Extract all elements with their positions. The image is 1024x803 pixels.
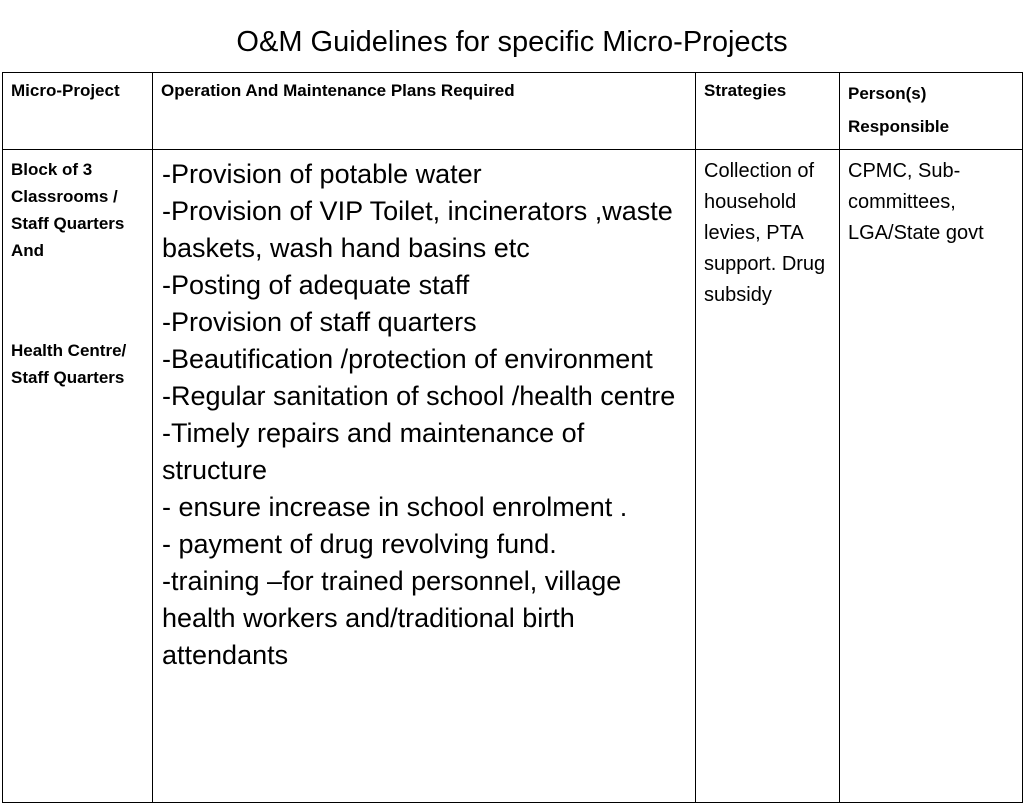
plan-item: -Posting of adequate staff (162, 270, 470, 300)
header-strategies: Strategies (696, 73, 840, 150)
plan-item: - payment of drug revolving fund. (162, 529, 557, 559)
plan-item: -Provision of potable water (162, 159, 482, 189)
plans-cell (153, 150, 696, 803)
plan-item: -Regular sanitation of school /health centre (162, 381, 676, 411)
table-row (3, 150, 1023, 803)
micro-project-line: Health Centre/ Staff Quarters (11, 341, 127, 387)
header-plans: Operation And Maintenance Plans Required (153, 73, 696, 150)
plan-item: -Beautification /protection of environment (162, 344, 653, 374)
plan-item: - ensure increase in school enrolment . (162, 492, 628, 522)
micro-project-line: Block of 3 Classrooms / Staff Quarters And (11, 160, 125, 260)
header-row (3, 73, 1023, 150)
plan-item: -Provision of VIP Toilet, incinerators ,waste baskets, wash hand basins etc (162, 196, 673, 263)
slide-title: O&M Guidelines for specific Micro-Projects (236, 26, 788, 58)
plan-item: -Provision of staff quarters (162, 307, 477, 337)
strategies-cell: Collection of household levies, PTA support. Drug subsidy (696, 150, 840, 803)
persons-responsible-cell: CPMC, Sub-committees, LGA/State govt (840, 150, 1023, 803)
header-micro-project: Micro-Project (3, 73, 153, 150)
header-persons-responsible: Person(s) Responsible (840, 73, 1023, 150)
plan-item: -training –for trained personnel, village health workers and/traditional birth attendants (162, 566, 622, 670)
micro-project-cell (3, 150, 153, 803)
plan-item: -Timely repairs and maintenance of structure (162, 418, 585, 485)
guidelines-table (2, 72, 1023, 803)
